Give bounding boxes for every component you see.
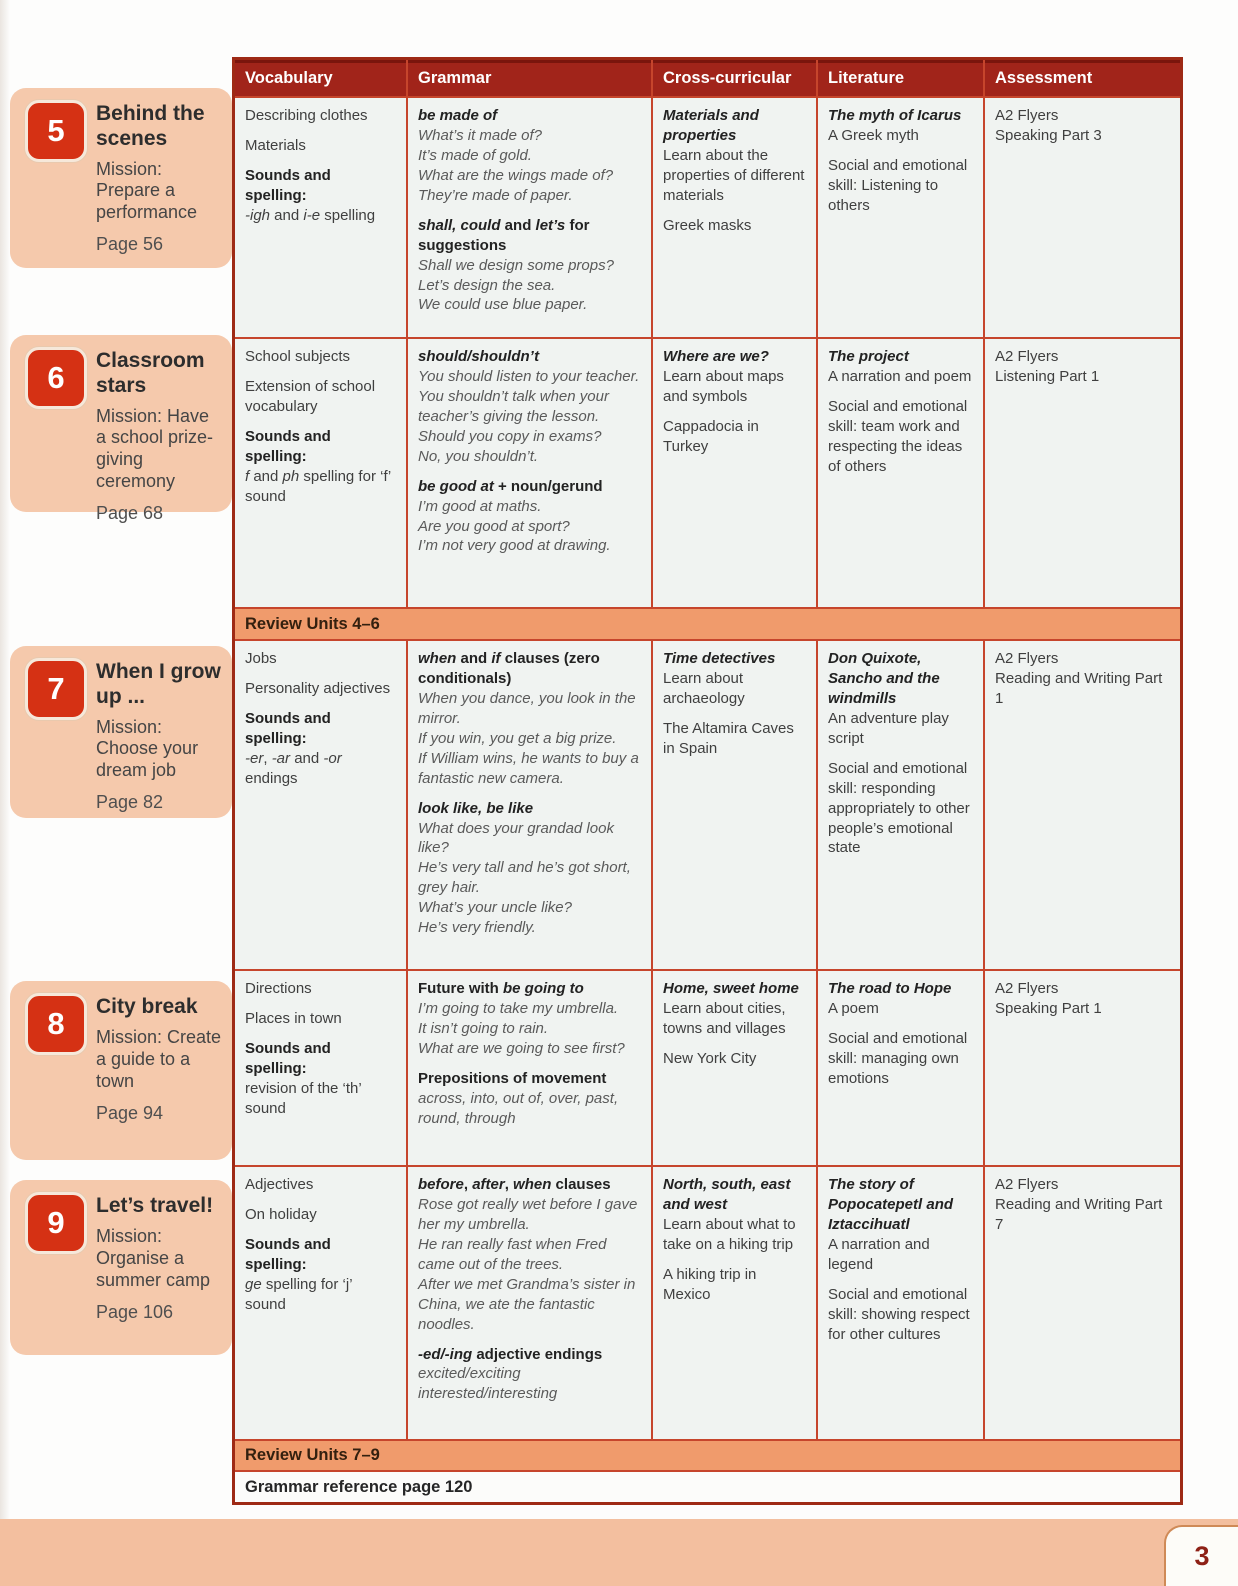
cell-unit9-assessment	[985, 1167, 1180, 1439]
text-line: interested/interesting	[418, 1385, 558, 1403]
text-line: A2 Flyers	[995, 980, 1059, 997]
text-line: The myth of Icarus	[828, 107, 962, 124]
text-line: -igh and i-e spelling	[245, 206, 376, 224]
column-header-literature: Literature	[818, 60, 983, 96]
text-line: The project	[828, 348, 909, 365]
cell-unit8-cross-curricular	[653, 971, 816, 1165]
cell-unit8-vocabulary	[235, 971, 406, 1165]
cell-unit5-grammar	[408, 98, 651, 337]
cell-unit8-assessment	[985, 971, 1180, 1165]
text-line: Speaking Part 1	[995, 999, 1102, 1017]
text-line: Learn about cities, towns and villages	[663, 999, 786, 1037]
cell-unit9-vocabulary	[235, 1167, 406, 1439]
text-line: New York City	[663, 1049, 757, 1067]
text-line: Learn about the properties of different materials	[663, 146, 805, 204]
text-line: You shouldn’t talk when your teacher’s giving the lesson.	[418, 387, 609, 425]
text-line: A2 Flyers	[995, 107, 1059, 124]
text-line: He’s very tall and he’s got short, grey hair.	[418, 859, 631, 897]
text-line: We could use blue paper.	[418, 296, 588, 314]
page-number: 3	[1194, 1541, 1210, 1571]
text-line: be good at + noun/gerund	[418, 477, 603, 495]
text-line: Future with be going to	[418, 980, 584, 997]
text-line: If you win, you get a big prize.	[418, 729, 617, 747]
cell-unit6-assessment	[985, 339, 1180, 607]
unit-number: 5	[47, 113, 65, 148]
unit-title: When I grow up ...	[96, 660, 221, 708]
unit-mission: Mission: Prepare a performance	[96, 158, 198, 223]
cell-unit9-grammar	[408, 1167, 651, 1439]
unit-card-7	[10, 646, 232, 818]
unit-card-9	[10, 1180, 232, 1355]
text-line: Listening Part 1	[995, 367, 1100, 385]
cell-unit6-literature	[818, 339, 983, 607]
cell-unit6-cross-curricular	[653, 339, 816, 607]
text-line: School subjects	[245, 348, 351, 365]
text-line: be made of	[418, 107, 498, 124]
text-line: Cappadocia in Turkey	[663, 417, 759, 455]
text-line: Extension of school vocabulary	[245, 377, 376, 415]
text-line: Sounds and spelling:	[245, 709, 331, 747]
review-band-7-9: Review Units 7–9	[235, 1441, 1180, 1470]
unit-number: 8	[47, 1006, 65, 1041]
unit-page-ref: Page 68	[96, 503, 164, 524]
text-line: He ran really fast when Fred came out of the trees.	[418, 1235, 607, 1273]
text-line: Learn about archaeology	[663, 669, 745, 707]
column-header-vocabulary: Vocabulary	[235, 60, 406, 96]
text-line: The story of Popocatepetl and Iztaccihuatl	[828, 1176, 954, 1233]
text-line: Describing clothes	[245, 107, 368, 124]
text-line: Sounds and spelling:	[245, 1039, 331, 1077]
cell-unit9-literature	[818, 1167, 983, 1439]
unit-number-badge	[25, 347, 87, 409]
text-line: What’s it made of?	[418, 126, 542, 144]
cell-unit7-grammar	[408, 641, 651, 969]
text-line: Materials and properties	[663, 107, 759, 144]
text-line: Sounds and spelling:	[245, 1235, 331, 1273]
text-line: If William wins, he wants to buy a fantastic new camera.	[418, 749, 639, 787]
text-line: -er, -ar and -or endings	[245, 749, 342, 787]
cell-unit8-grammar	[408, 971, 651, 1165]
text-line: North, south, east and west	[663, 1176, 791, 1213]
text-line: When you dance, you look in the mirror.	[418, 689, 636, 727]
text-line: After we met Grandma’s sister in China, we ate the fantastic noodles.	[418, 1275, 636, 1333]
text-line: Let’s design the sea.	[418, 276, 556, 294]
text-line: A hiking trip in Mexico	[663, 1265, 757, 1303]
text-line: Should you copy in exams?	[418, 427, 602, 445]
unit-number-badge	[25, 658, 87, 720]
text-line: Personality adjectives	[245, 679, 391, 697]
unit-mission: Mission: Have a school prize-giving ceremony	[96, 405, 214, 492]
text-line: They’re made of paper.	[418, 186, 573, 204]
text-line: Home, sweet home	[663, 980, 799, 997]
text-line: Sounds and spelling:	[245, 166, 331, 204]
unit-title: Let’s travel!	[96, 1194, 214, 1217]
text-line: excited/exciting	[418, 1365, 521, 1383]
text-line: shall, could and let’s for suggestions	[418, 216, 590, 254]
unit-number-badge	[25, 100, 87, 162]
cell-unit7-literature	[818, 641, 983, 969]
text-line: Social and emotional skill: team work and respecting the ideas of others	[828, 397, 968, 475]
cell-unit8-literature	[818, 971, 983, 1165]
text-line: revision of the ‘th’ sound	[245, 1079, 362, 1117]
text-line: Adjectives	[245, 1176, 314, 1193]
unit-number: 6	[47, 360, 65, 395]
text-line: A2 Flyers	[995, 1176, 1059, 1193]
text-line: Social and emotional skill: showing respect for other cultures	[828, 1285, 970, 1343]
text-line: A narration and poem	[828, 367, 972, 385]
text-line: The Altamira Caves in Spain	[663, 719, 794, 757]
text-line: What does your grandad look like?	[418, 819, 614, 857]
text-line: You should listen to your teacher.	[418, 367, 640, 385]
column-header-grammar: Grammar	[408, 60, 651, 96]
text-line: f and ph spelling for ‘f’ sound	[245, 467, 391, 505]
text-line: I’m not very good at drawing.	[418, 537, 611, 555]
unit-page-ref: Page 94	[96, 1102, 164, 1123]
text-line: should/shouldn’t	[418, 348, 540, 365]
text-line: No, you shouldn’t.	[418, 447, 539, 465]
unit-title: Behind the scenes	[96, 102, 205, 150]
unit-number-badge	[25, 1192, 87, 1254]
unit-card-6	[10, 335, 232, 524]
text-line: Materials	[245, 136, 306, 154]
text-line: Places in town	[245, 1009, 342, 1027]
unit-mission: Mission: Organise a summer camp	[96, 1225, 211, 1290]
text-line: Sounds and spelling:	[245, 427, 331, 465]
text-line: when and if clauses (zero conditionals)	[418, 650, 600, 687]
text-line: Shall we design some props?	[418, 256, 614, 274]
page-number-box	[1164, 1525, 1238, 1586]
text-line: Time detectives	[663, 650, 776, 667]
column-header-assessment: Assessment	[985, 60, 1180, 96]
cell-unit5-literature	[818, 98, 983, 337]
text-line: A2 Flyers	[995, 348, 1059, 365]
text-line: Speaking Part 3	[995, 126, 1102, 144]
text-line: What’s your uncle like?	[418, 899, 572, 917]
column-header-cross-curricular: Cross-curricular	[653, 60, 816, 96]
text-line: On holiday	[245, 1205, 317, 1223]
unit-page-ref: Page 82	[96, 792, 164, 813]
text-line: Directions	[245, 980, 312, 997]
cell-unit7-cross-curricular	[653, 641, 816, 969]
text-line: What are the wings made of?	[418, 166, 614, 184]
text-line: across, into, out of, over, past, round, through	[418, 1089, 619, 1127]
text-line: Learn about maps and symbols	[663, 367, 784, 405]
text-line: An adventure play script	[828, 709, 949, 747]
text-line: I’m going to take my umbrella.	[418, 999, 619, 1017]
text-line: A narration and legend	[828, 1235, 930, 1273]
review-band-4-6: Review Units 4–6	[235, 609, 1180, 639]
cell-unit5-assessment	[985, 98, 1180, 337]
text-line: It’s made of gold.	[418, 146, 532, 164]
text-line: Rose got really wet before I gave her my umbrella.	[418, 1195, 638, 1233]
text-line: Learn about what to take on a hiking trip	[663, 1215, 796, 1253]
text-line: Social and emotional skill: Listening to others	[828, 156, 968, 214]
cell-unit9-cross-curricular	[653, 1167, 816, 1439]
unit-number: 9	[47, 1205, 65, 1240]
text-line: A Greek myth	[828, 126, 919, 144]
text-line: It isn’t going to rain.	[418, 1019, 549, 1037]
unit-mission: Mission: Choose your dream job	[96, 716, 199, 781]
text-line: Social and emotional skill: responding appropriately to other people’s emotional state	[828, 759, 970, 857]
text-line: Where are we?	[663, 348, 769, 365]
text-line: Reading and Writing Part 1	[995, 669, 1163, 707]
text-line: ge spelling for ‘j’ sound	[245, 1275, 353, 1313]
cell-unit6-vocabulary	[235, 339, 406, 607]
cell-unit7-assessment	[985, 641, 1180, 969]
cell-unit7-vocabulary	[235, 641, 406, 969]
text-line: Reading and Writing Part 7	[995, 1195, 1163, 1233]
text-line: Greek masks	[663, 216, 752, 234]
text-line: The road to Hope	[828, 980, 952, 997]
text-line: He’s very friendly.	[418, 919, 536, 937]
unit-page-ref: Page 106	[96, 1301, 174, 1322]
unit-number: 7	[47, 671, 65, 706]
cell-unit6-grammar	[408, 339, 651, 607]
text-line: Prepositions of movement	[418, 1069, 607, 1087]
footer-bar	[0, 1519, 1238, 1586]
unit-number-badge	[25, 993, 87, 1055]
text-line: I’m good at maths.	[418, 497, 542, 515]
unit-title: City break	[96, 995, 198, 1018]
text-line: A2 Flyers	[995, 650, 1059, 667]
unit-title: Classroom stars	[96, 349, 205, 397]
text-line: look like, be like	[418, 799, 534, 817]
syllabus-table	[232, 57, 1183, 1505]
cell-unit5-cross-curricular	[653, 98, 816, 337]
text-line: Social and emotional skill: managing own emotions	[828, 1029, 968, 1087]
text-line: -ed/-ing adjective endings	[418, 1345, 603, 1363]
unit-mission: Mission: Create a guide to a town	[96, 1026, 222, 1091]
unit-card-8	[10, 981, 232, 1160]
unit-page-ref: Page 56	[96, 234, 164, 255]
text-line: Are you good at sport?	[418, 517, 570, 535]
text-line: Jobs	[245, 650, 277, 667]
page-edge-shadow	[0, 0, 10, 1586]
cell-unit5-vocabulary	[235, 98, 406, 337]
grammar-reference-row: Grammar reference page 120	[235, 1472, 1180, 1502]
text-line: A poem	[828, 999, 879, 1017]
text-line: Don Quixote, Sancho and the windmills	[828, 650, 940, 707]
text-line: before, after, when clauses	[418, 1176, 611, 1193]
unit-card-5	[10, 88, 232, 268]
text-line: What are we going to see first?	[418, 1039, 625, 1057]
